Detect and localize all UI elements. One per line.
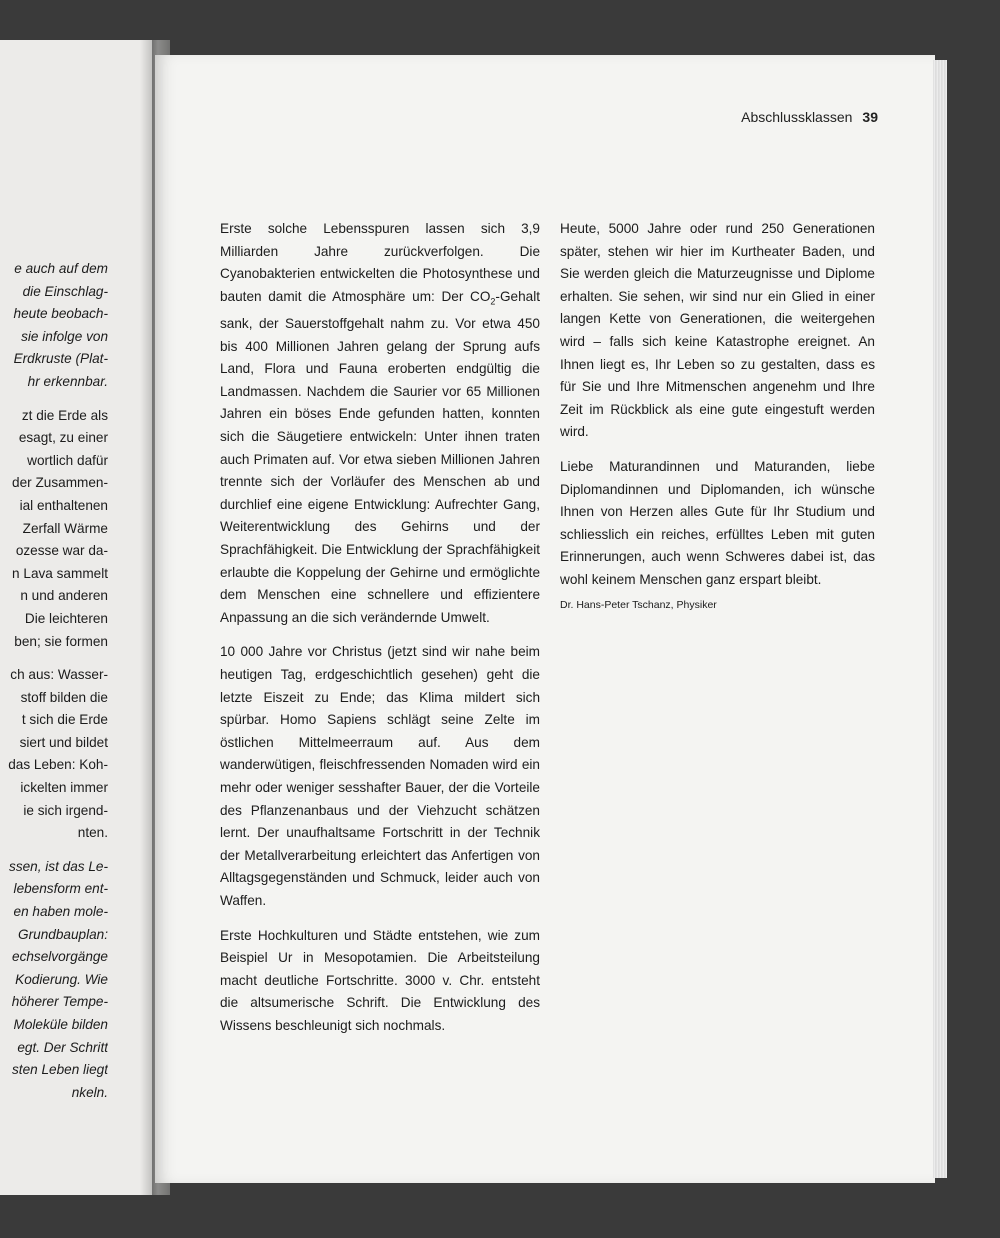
text-line: esagt, zu einer	[18, 430, 108, 446]
text-line: egt. Der Schritt	[17, 1039, 108, 1055]
text-line: der Zusammen-	[12, 475, 108, 491]
paragraph: Erste Hochkulturen und Städte entstehen, wie zum Beispiel Ur in Mesopotamien. Die Arbeitsteilung macht deutliche Fortschritte. 3000 v. Chr. entsteht die altsumerische Schrift. Die Entwicklung des Wissens beschleunigt sich nochmals.	[220, 927, 540, 1033]
left-page-text	[0, 258, 152, 1104]
text-line: Zerfall Wärme	[22, 520, 108, 536]
text-line: das Leben: Koh-	[8, 757, 108, 773]
page-number: 39	[862, 109, 878, 125]
text-line: en haben mole-	[13, 904, 108, 920]
paragraph: Erste solche Lebensspuren lassen sich 3,9 Milliarden Jahre zurückverfolgen. Die Cyanobakterien entwickelten die Photosynthese und bauten damit die Atmosphäre um: Der $CO_2$-Gehalt sank, der Sauerstoffgehalt nahm zu. Vor etwa 450 bis 400 Millionen Jahren gelang der Sprung aufs Land, Flora und Fauna eroberten endgültig die Landmassen. Nachdem die Saurier vor 65 Millionen Jahren ein böses Ende gefunden hatten, konnten sich die Säugetiere entwickeln: Unter ihnen traten auch Primaten auf. Vor etwa sieben Millionen Jahren trennte sich der Vorläufer des Menschen ab und durchlief eine eigene Entwicklung: Aufrechter Gang, Weiterentwicklung des Gehirns und der Sprachfähigkeit. Die Entwicklung der Sprachfähigkeit erlaubte die Koppelung der Gehirne und ermöglichte dem Menschen eine schnellere und effizientere Anpassung an die sich verändernde Umwelt.	[220, 221, 540, 625]
text-line: hr erkennbar.	[27, 373, 108, 389]
left-page	[0, 40, 152, 1195]
paragraph: Liebe Maturandinnen und Maturanden, liebe Diplomandinnen und Diplomanden, ich wünsche Ihnen von Herzen alles Gute für Ihr Studium und schliesslich ein reiches, erfülltes Leben mit guten Erinnerungen, auch wenn Schweres dabei ist, das wohl keinem Menschen ganz erspart bleibt.	[560, 458, 875, 587]
text-column-right	[560, 218, 875, 614]
text-line: siert und bildet	[19, 734, 108, 750]
text-line: ben; sie formen	[14, 633, 108, 649]
text-line: ie sich irgend-	[23, 802, 108, 818]
paragraph: 10 000 Jahre vor Christus (jetzt sind wir nahe beim heutigen Tag, erdgeschichtlich gesehen) geht die letzte Eiszeit zu Ende; das Klima mildert sich spürbar. Homo Sapiens schlägt seine Zelte im östlichen Mittelmeerraum auf. Aus dem wanderwütigen, fleischfressenden Nomaden wird ein mehr oder weniger sesshafter Bauer, der die Vorteile des Pflanzenanbaus und der Viehzucht schätzen lernt. Der unaufhaltsame Fortschritt in der Technik der Metallverarbeitung erleichtert das Anfertigen von Alltagsgegenständen und Schmuck, leider auch von Waffen.	[220, 644, 540, 908]
text-line: sie infolge von	[21, 328, 108, 344]
section-title: Abschlussklassen	[741, 109, 853, 125]
text-line: heute beobach-	[13, 306, 108, 322]
text-line: n Lava sammelt	[12, 565, 108, 581]
text-line: lebensform ent-	[13, 881, 108, 897]
text-line: ssen, ist das Le-	[9, 858, 108, 874]
text-line: ickelten immer	[20, 780, 108, 796]
text-line: wortlich dafür	[27, 452, 108, 468]
text-line: Grundbauplan:	[18, 926, 108, 942]
text-line: echselvorgänge	[12, 949, 108, 965]
running-header	[700, 109, 878, 125]
text-line: ozesse war da-	[15, 543, 108, 559]
text-line: höherer Tempe-	[11, 994, 108, 1010]
author-signature: Dr. Hans-Peter Tschanz, Physiker	[560, 598, 717, 611]
text-line: Moleküle bilden	[13, 1017, 108, 1032]
text-line: die Einschlag-	[22, 283, 108, 299]
text-line: e auch auf dem	[14, 261, 108, 276]
text-line: Kodierung. Wie	[15, 971, 108, 987]
text-line: zt die Erde als	[21, 407, 108, 423]
text-line: ch aus: Wasser-	[10, 667, 108, 683]
text-line: Erdkruste (Plat-	[13, 351, 108, 367]
text-line: Die leichteren	[24, 610, 108, 626]
text-line: nten.	[77, 825, 108, 841]
text-column-middle	[220, 218, 540, 1038]
text-line: ial enthaltenen	[19, 497, 108, 513]
text-line: nkeln.	[71, 1084, 108, 1100]
text-line: n und anderen	[20, 588, 108, 604]
text-line: stoff bilden die	[20, 689, 108, 705]
page-edges	[933, 60, 947, 1178]
subscript: 2	[490, 296, 496, 307]
text-line: sten Leben liegt	[12, 1062, 108, 1078]
paragraph: Heute, 5000 Jahre oder rund 250 Generationen später, stehen wir hier im Kurtheater Baden, und Sie werden gleich die Maturzeugnisse und Diplome erhalten. Sie sehen, wir sind nur ein Glied in einer langen Kette von Generationen, die weitergehen wird – falls sich keine Katastrophe ereignet. An Ihnen liegt es, Ihr Leben so zu gestalten, dass es für Sie und Ihre Mitmenschen angenehm und Ihre Zeit im Rückblick als eine gute eingestuft werden wird.	[560, 221, 875, 440]
text-line: t sich die Erde	[21, 712, 108, 728]
